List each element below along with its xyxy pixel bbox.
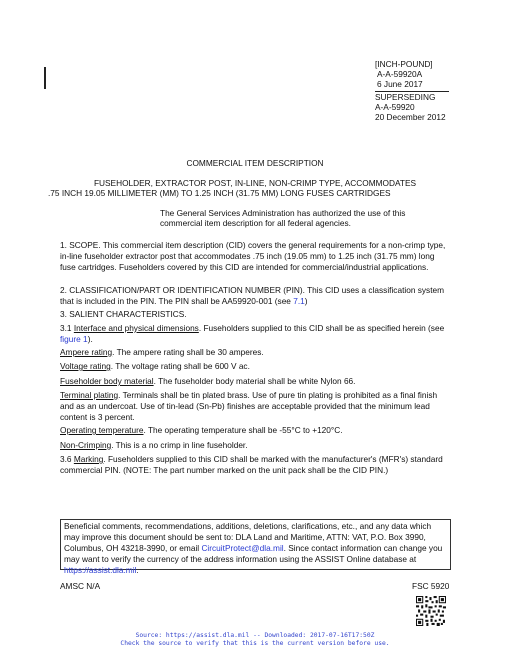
amsc-label: AMSC N/A: [60, 581, 101, 591]
terminal-paragraph: [60, 390, 452, 423]
classification-end: ): [304, 296, 308, 306]
salient-heading: 3. SALIENT CHARACTERISTICS.: [60, 309, 187, 319]
voltage-paragraph: [60, 361, 452, 372]
interface-number: 3.1: [60, 323, 74, 333]
body-material-text: . The fuseholder body material shall be white Nylon 66.: [153, 376, 356, 386]
interface-paragraph: [60, 323, 452, 345]
source-line-2: Check the source to verify that this is the current version before use.: [120, 640, 390, 647]
classification-paragraph: [60, 285, 452, 307]
ampere-text: . The ampere rating shall be 30 amperes.: [112, 347, 264, 357]
temperature-heading: Operating temperature: [60, 425, 144, 435]
body-material-heading: Fuseholder body material: [60, 376, 154, 386]
marking-number: 3.6: [60, 454, 74, 464]
superseded-number: A-A-59920: [375, 101, 415, 112]
authorization-line-1: The General Services Administration has authorized the use of this: [160, 208, 406, 218]
interface-end: ).: [87, 334, 93, 344]
page-title: COMMERCIAL ITEM DESCRIPTION: [186, 158, 324, 168]
crimp-paragraph: [60, 440, 452, 451]
temperature-paragraph: [60, 425, 452, 436]
document-header: [375, 59, 455, 122]
document-date: 6 June 2017: [377, 79, 423, 90]
subject-line-1: FUSEHOLDER, EXTRACTOR POST, IN-LINE, NON-CRIMP TYPE, ACCOMMODATES: [93, 178, 417, 188]
marking-heading: Marking: [73, 454, 104, 464]
revision-bar: [44, 67, 46, 89]
figure-link[interactable]: figure 1: [60, 334, 88, 344]
header-line: [INCH-POUND]: [375, 59, 433, 69]
superseding-label: SUPERSEDING: [375, 91, 436, 102]
subject-line-2: .75 INCH 19.05 MILLIMETER (MM) TO 1.25 INCH (31.75 MM) LONG FUSES CARTRIDGES: [48, 188, 391, 198]
qr-code: [416, 596, 446, 626]
scope-paragraph: 1. SCOPE. This commercial item description (CID) covers the general requirements for a non-crimp type, in-line fuseholder extractor post that accommodates .75 inch (19.05 mm) to 1.25 inch (31.75 mm) long fuse cartridges. Fuseholders covered by this CID are intended for commercial/industrial applications.: [60, 240, 446, 272]
marking-text: . Fuseholders supplied to this CID shall be marked with the manufacturer's (MFR's) standard commercial PIN. (NOTE: The part number marked on the unit pack shall be the CID PIN.): [60, 454, 443, 475]
crimp-text: . This is a no crimp in line fuseholder.: [111, 440, 248, 450]
comments-box: [60, 519, 451, 575]
marking-paragraph: [60, 454, 452, 476]
fsc-label: FSC 5920: [412, 581, 450, 591]
interface-text: . Fuseholders supplied to this CID shall be as specified herein (see: [198, 323, 445, 333]
assist-link[interactable]: https://assist.dla.mil: [64, 565, 137, 575]
section-link[interactable]: 7.1: [293, 296, 305, 306]
terminal-heading: Terminal plating: [60, 390, 119, 400]
comments-text-2: . Since contact information can change you may want to verify the currency of the address information using the ASSIST Online database at: [64, 543, 443, 564]
comments-text: Beneficial comments, recommendations, additions, deletions, clarifications, etc., and any data which may improve this document should be sent to: DLA Land and Maritime, ATTN: VAT, P.O. Box 3990, Columbus, OH 43218-3990, or email: [64, 521, 432, 553]
superseded-date: 20 December 2012: [375, 112, 446, 123]
classification-text: 2. CLASSIFICATION/PART OR IDENTIFICATION NUMBER (PIN). This CID uses a classification system that is included in the PIN. The PIN shall be AA59920-001 (see: [60, 285, 445, 306]
voltage-text: . The voltage rating shall be 600 V ac.: [110, 361, 250, 371]
crimp-heading: Non-Crimping: [60, 440, 112, 450]
authorization-line-2: commercial item description for all federal agencies.: [160, 218, 351, 228]
terminal-text: . Terminals shall be tin plated brass. Use of pure tin plating is prohibited as a final finish and as an undercoat. Use of tin-lead (Sn-Pb) finishes are acceptable provided that the minimum lead content is 3 percent.: [60, 390, 438, 422]
voltage-heading: Voltage rating: [60, 361, 111, 371]
temperature-text: . The operating temperature shall be -55°C to +120°C.: [143, 425, 343, 435]
comments-end: .: [136, 565, 139, 575]
document-number: A-A-59920A: [377, 69, 423, 80]
interface-heading: Interface and physical dimensions: [73, 323, 199, 333]
ampere-heading: Ampere rating: [60, 347, 113, 357]
email-link[interactable]: CircuitProtect@dla.mil: [201, 543, 284, 553]
ampere-paragraph: [60, 347, 452, 358]
body-material-paragraph: [60, 376, 452, 387]
source-line-1: Source: https://assist.dla.mil -- Downloaded: 2017-07-16T17:50Z: [135, 632, 375, 639]
